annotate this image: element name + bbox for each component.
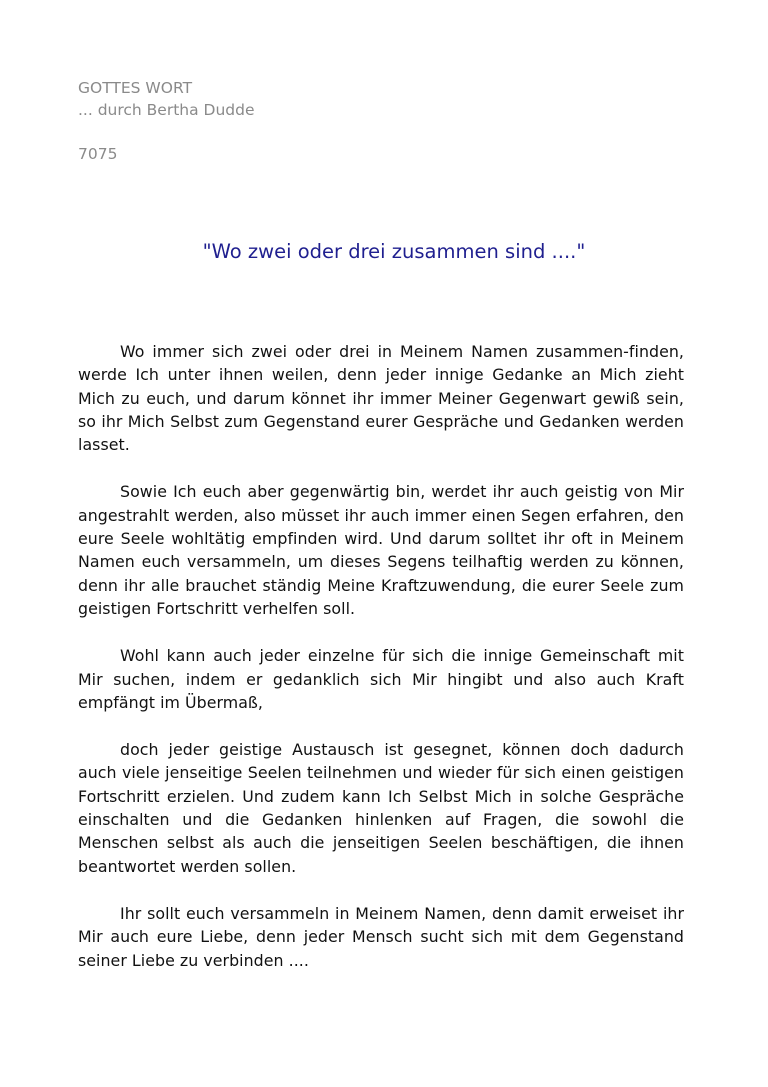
paragraph: Wohl kann auch jeder einzelne für sich die innige Gemeinschaft mit Mir suchen, indem er gedanklich sich Mir hingibt und also auch Kraft empfängt im Übermaß, xyxy=(78,646,684,712)
paragraph: doch jeder geistige Austausch ist gesegnet, können doch dadurch auch viele jenseitige Seelen teilnehmen und wieder für sich einen geistigen Fortschritt erzielen. Und zudem kann Ich Selbst Mich in solche Gespräche einschalten und die Gedanken hinlenken auf Fragen, die sowohl die Menschen selbst als auch die jenseitigen Seelen beschäftigen, die ihnen beantwortet werden sollen. xyxy=(78,740,684,876)
header-number: 7075 xyxy=(78,145,118,163)
document-body xyxy=(78,340,684,996)
paragraph: Ihr sollt euch versammeln in Meinem Namen, denn damit erweiset ihr Mir auch eure Liebe, denn jeder Mensch sucht sich mit dem Gegenstand seiner Liebe zu verbinden .... xyxy=(78,903,684,970)
paragraph: Sowie Ich euch aber gegenwärtig bin, werdet ihr auch geistig von Mir angestrahlt werden, also müsset ihr auch immer einen Segen erfahren, den eure Seele wohltätig empfinden wird. Und darum solltet ihr oft in Meinem Namen euch versammeln, um dieses Segens teilhaftig werden zu können, denn ihr alle brauchet ständig Meine Kraftzuwendung, die eurer Seele zum geistigen Fortschritt verhelfen soll. xyxy=(78,482,684,618)
document-title: "Wo zwei oder drei zusammen sind ...." xyxy=(202,240,586,263)
header-title: GOTTES WORT xyxy=(78,79,193,97)
header-author: ... durch Bertha Dudde xyxy=(78,101,255,119)
paragraph: Wo immer sich zwei oder drei in Meinem Namen zusammen-finden, werde Ich unter ihnen weilen, denn jeder innige Gedanke an Mich zieht Mich zu euch, und darum könnet ihr immer Meiner Gegenwart gewiß sein, so ihr Mich Selbst zum Gegenstand eurer Gespräche und Gedanken werden lasset. xyxy=(78,342,684,455)
